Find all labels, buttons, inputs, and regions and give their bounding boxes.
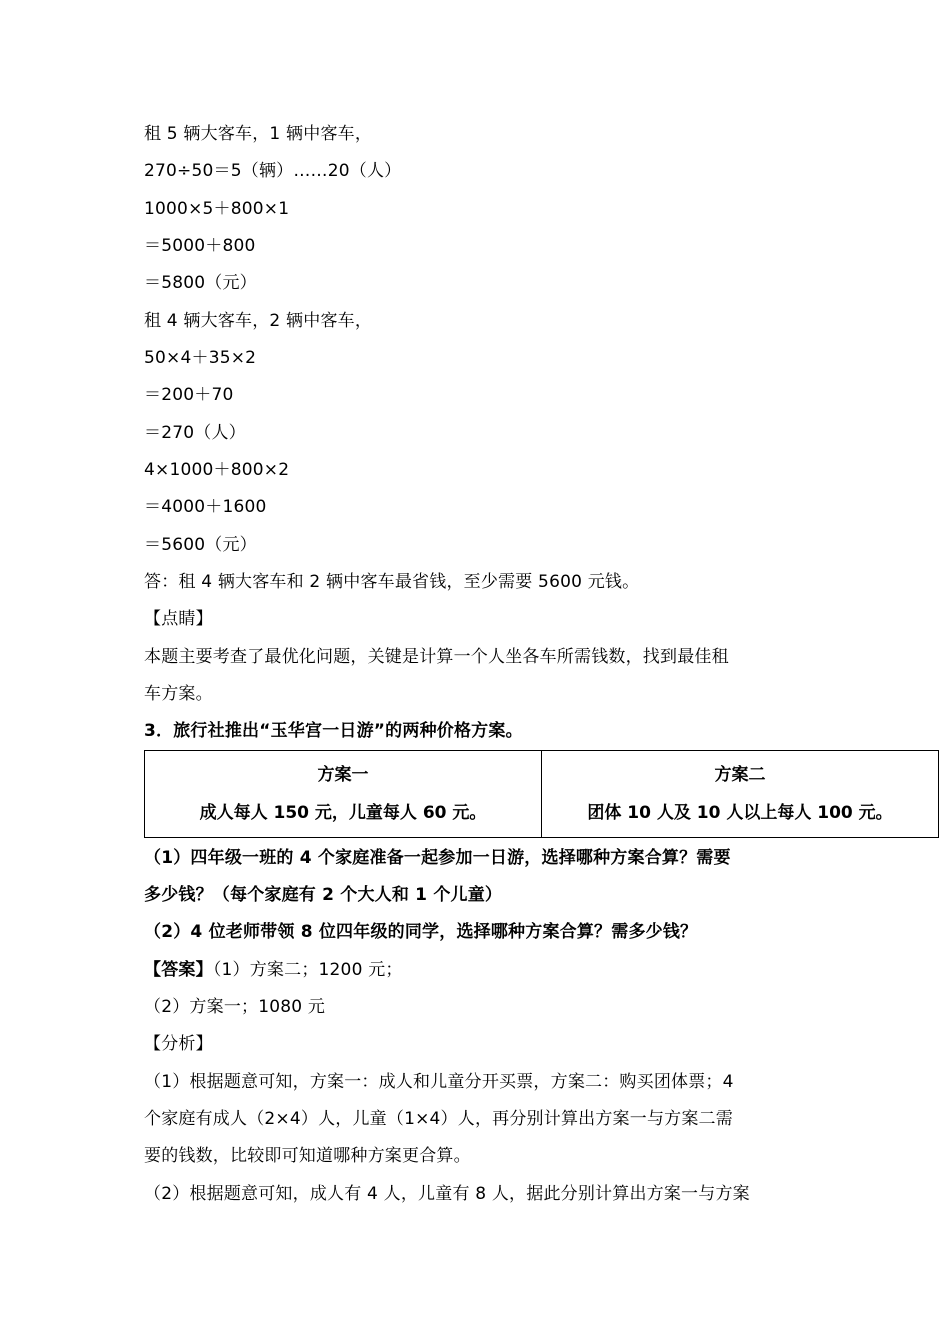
sub-question-1-cont: 多少钱？（每个家庭有 2 个大人和 1 个儿童） bbox=[144, 885, 503, 905]
solution-line: 4×1000＋800×2 bbox=[144, 460, 290, 480]
price-plan-table bbox=[144, 750, 939, 838]
analysis-text: （2）根据题意可知，成人有 4 人，儿童有 8 人，据此分别计算出方案一与方案 bbox=[144, 1184, 750, 1204]
answer-row-1 bbox=[144, 958, 403, 982]
solution-line: ＝200＋70 bbox=[144, 385, 234, 405]
plan-one-cell bbox=[145, 751, 542, 838]
question-3-title: 3．旅行社推出“玉华宫一日游”的两种价格方案。 bbox=[144, 721, 523, 741]
analysis-text: 要的钱数，比较即可知道哪种方案更合算。 bbox=[144, 1146, 471, 1166]
plan-one-title: 方案一 bbox=[317, 765, 369, 785]
answer-text-1: （1）方案二；1200 元； bbox=[212, 960, 403, 980]
solution-line: ＝5000＋800 bbox=[144, 236, 256, 256]
solution-line: 50×4＋35×2 bbox=[144, 348, 257, 368]
plan-one-desc: 成人每人 150 元，儿童每人 60 元。 bbox=[199, 803, 487, 823]
solution-line: 租 5 辆大客车，1 辆中客车， bbox=[144, 124, 373, 144]
answer-text-2: （2）方案一；1080 元 bbox=[144, 997, 326, 1017]
analysis-text: 个家庭有成人（2×4）人，儿童（1×4）人，再分别计算出方案一与方案二需 bbox=[144, 1109, 733, 1129]
solution-line: 1000×5＋800×1 bbox=[144, 199, 290, 219]
sub-question-1: （1）四年级一班的 4 个家庭准备一起参加一日游，选择哪种方案合算？需要 bbox=[144, 848, 731, 868]
dianjing-text: 车方案。 bbox=[144, 684, 213, 704]
answer-label: 【答案】 bbox=[144, 960, 213, 980]
solution-line: ＝4000＋1600 bbox=[144, 497, 267, 517]
plan-two-desc: 团体 10 人及 10 人以上每人 100 元。 bbox=[587, 803, 893, 823]
dianjing-text: 本题主要考查了最优化问题，关键是计算一个人坐各车所需钱数，找到最佳租 bbox=[144, 647, 729, 667]
analysis-text: （1）根据题意可知，方案一：成人和儿童分开买票，方案二：购买团体票；4 bbox=[144, 1072, 734, 1092]
solution-line: 租 4 辆大客车，2 辆中客车， bbox=[144, 311, 373, 331]
sub-question-2: （2）4 位老师带领 8 位四年级的同学，选择哪种方案合算？需多少钱？ bbox=[144, 922, 698, 942]
solution-line: ＝270（人） bbox=[144, 423, 246, 443]
solution-line: ＝5600（元） bbox=[144, 535, 257, 555]
solution-line: 270÷50＝5（辆）……20（人） bbox=[144, 161, 402, 181]
dianjing-heading: 【点睛】 bbox=[144, 609, 213, 629]
solution-line: ＝5800（元） bbox=[144, 273, 257, 293]
plan-two-cell bbox=[542, 751, 939, 838]
answer-sentence: 答：租 4 辆大客车和 2 辆中客车最省钱，至少需要 5600 元钱。 bbox=[144, 572, 640, 592]
analysis-heading: 【分析】 bbox=[144, 1034, 213, 1054]
plan-two-title: 方案二 bbox=[714, 765, 766, 785]
